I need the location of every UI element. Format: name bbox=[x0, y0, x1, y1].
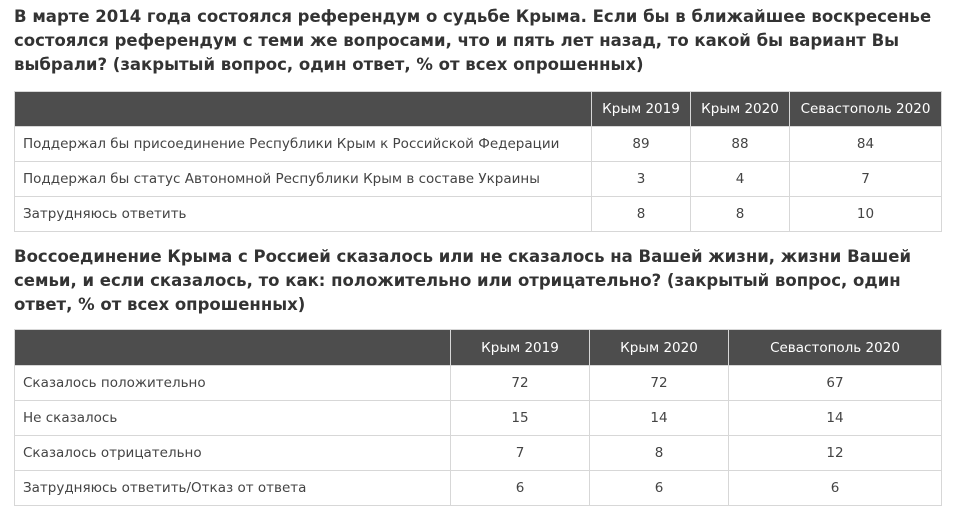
q2-col-header: Крым 2020 bbox=[590, 330, 729, 366]
row-label: Не сказалось bbox=[15, 401, 451, 436]
cell-value: 8 bbox=[592, 197, 691, 232]
q1-col-header: Крым 2019 bbox=[592, 92, 691, 127]
cell-value: 7 bbox=[451, 436, 590, 471]
row-label: Затрудняюсь ответить/Отказ от ответа bbox=[15, 471, 451, 506]
cell-value: 15 bbox=[451, 401, 590, 436]
cell-value: 88 bbox=[691, 127, 790, 162]
cell-value: 14 bbox=[729, 401, 942, 436]
row-label: Поддержал бы статус Автономной Республики Крым в составе Украины bbox=[15, 162, 592, 197]
q2-table bbox=[14, 329, 942, 506]
cell-value: 14 bbox=[590, 401, 729, 436]
cell-value: 10 bbox=[790, 197, 942, 232]
cell-value: 8 bbox=[590, 436, 729, 471]
q2-col-header: Крым 2019 bbox=[451, 330, 590, 366]
q2-col-header: Севастополь 2020 bbox=[729, 330, 942, 366]
q2-header-blank bbox=[15, 330, 451, 366]
cell-value: 12 bbox=[729, 436, 942, 471]
q1-header-row bbox=[15, 92, 942, 127]
table-row bbox=[15, 471, 942, 506]
cell-value: 3 bbox=[592, 162, 691, 197]
q2-header-row bbox=[15, 330, 942, 366]
q1-col-header: Крым 2020 bbox=[691, 92, 790, 127]
cell-value: 4 bbox=[691, 162, 790, 197]
cell-value: 6 bbox=[590, 471, 729, 506]
cell-value: 6 bbox=[451, 471, 590, 506]
cell-value: 8 bbox=[691, 197, 790, 232]
table-row bbox=[15, 436, 942, 471]
q1-title: В марте 2014 года состоялся референдум о судьбе Крыма. Если бы в ближайшее воскресенье состоялся референдум с теми же вопросами, что и пять лет назад, то какой бы вариант Вы выбрали? (закрытый вопрос, один ответ, % от всех опрошенных) bbox=[14, 7, 932, 74]
row-label: Сказалось положительно bbox=[15, 366, 451, 401]
cell-value: 89 bbox=[592, 127, 691, 162]
row-label: Поддержал бы присоединение Республики Крым к Российской Федерации bbox=[15, 127, 592, 162]
q1-col-header: Севастополь 2020 bbox=[790, 92, 942, 127]
table-row bbox=[15, 162, 942, 197]
q1-header-blank bbox=[15, 92, 592, 127]
table-row bbox=[15, 197, 942, 232]
table-row bbox=[15, 366, 942, 401]
table-row bbox=[15, 401, 942, 436]
cell-value: 84 bbox=[790, 127, 942, 162]
cell-value: 6 bbox=[729, 471, 942, 506]
row-label: Затрудняюсь ответить bbox=[15, 197, 592, 232]
q1-table bbox=[14, 91, 942, 232]
cell-value: 7 bbox=[790, 162, 942, 197]
cell-value: 67 bbox=[729, 366, 942, 401]
cell-value: 72 bbox=[451, 366, 590, 401]
cell-value: 72 bbox=[590, 366, 729, 401]
row-label: Сказалось отрицательно bbox=[15, 436, 451, 471]
table-row bbox=[15, 127, 942, 162]
q2-title: Воссоединение Крыма с Россией сказалось или не сказалось на Вашей жизни, жизни Вашей семьи, и если сказалось, то как: положительно или отрицательно? (закрытый вопрос, один ответ, % от всех опрошенных) bbox=[14, 247, 912, 314]
